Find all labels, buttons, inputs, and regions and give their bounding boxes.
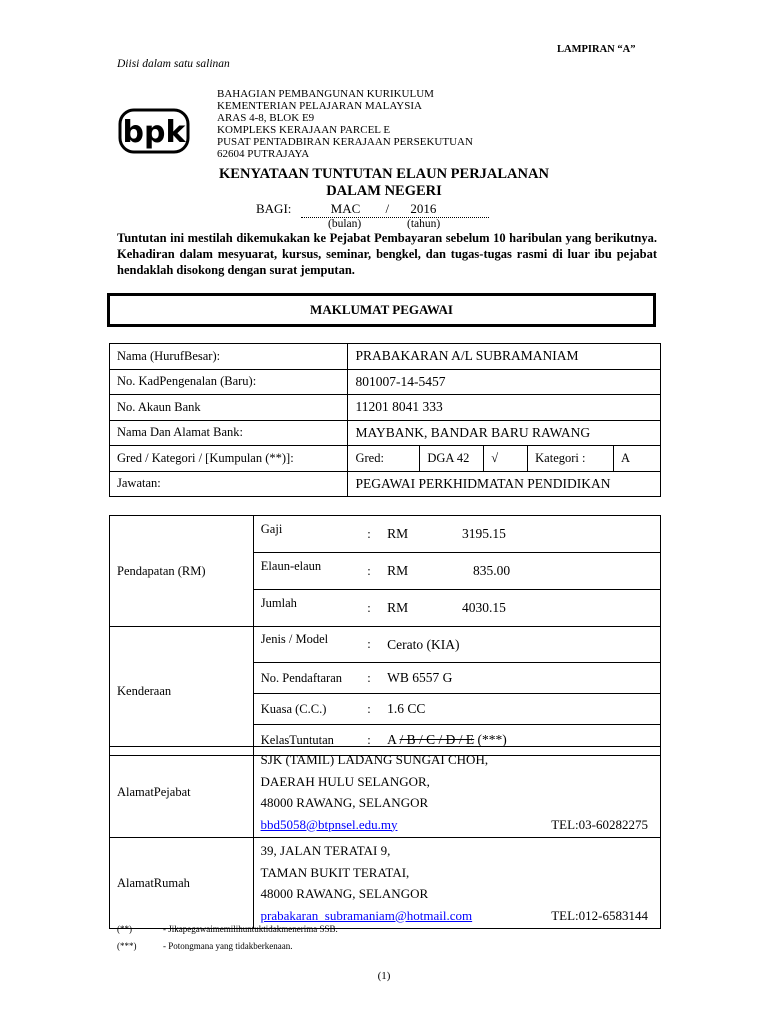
gred-check-mark: √: [484, 446, 528, 472]
claim-class-note: (***): [477, 732, 507, 747]
period-field: [256, 201, 489, 218]
colon: :: [360, 694, 380, 725]
period-separator: /: [385, 201, 390, 216]
address-line: 39, JALAN TERATAI 9,: [260, 843, 391, 858]
income-item-label: Jumlah: [253, 590, 360, 627]
currency: RM: [380, 590, 455, 627]
vehicle-item-label: Kuasa (C.C.): [253, 694, 360, 725]
org-line: ARAS 4-8, BLOK E9: [217, 112, 315, 125]
table-row: [110, 395, 661, 421]
currency: RM: [380, 553, 455, 590]
home-tel: TEL:012-6583144: [551, 907, 648, 923]
colon: :: [360, 663, 380, 694]
table-row: [110, 420, 661, 446]
vehicle-item-label: No. Pendaftaran: [253, 663, 360, 694]
office-email-link[interactable]: bbd5058@btpnsel.edu.my: [260, 816, 398, 832]
grade-label: Gred / Kategori / [Kumpulan (**)]:: [110, 446, 348, 472]
ic-label: No. KadPengenalan (Baru):: [110, 369, 348, 395]
account-label: No. Akaun Bank: [110, 395, 348, 421]
vehicle-label: Kenderaan: [110, 627, 254, 756]
org-line: 62604 PUTRAJAYA: [217, 148, 310, 161]
table-row: [110, 838, 661, 929]
income-item-label: Gaji: [253, 516, 360, 553]
org-line: KEMENTERIAN PELAJARAN MALAYSIA: [217, 100, 422, 113]
org-line: KOMPLEKS KERAJAAN PARCEL E: [217, 124, 391, 137]
address-line: 48000 RAWANG, SELANGOR: [260, 886, 429, 901]
copy-instruction: Diisi dalam satu salinan: [117, 58, 230, 70]
period-month: MAC: [330, 201, 361, 216]
gred-label: Gred:: [348, 446, 420, 472]
office-address-label: AlamatPejabat: [110, 747, 254, 838]
tahun-caption: (tahun): [407, 218, 441, 230]
account-value: 11201 8041 333: [348, 395, 661, 421]
income-amount: 835.00: [455, 553, 661, 590]
submission-notice: Tuntutan ini mestilah dikemukakan ke Pejabat Pembayaran sebelum 10 haribulan yang berikutnya. Kehadiran dalam mesyuarat, kursus, seminar, bengkel, dan tugas-tugas rasmi di luar ibu pejabat hendaklah disokong dengan surat jemputan.: [117, 231, 657, 277]
footnote-text: - Potongmana yang tidakberkenaan.: [163, 941, 293, 951]
vehicle-registration-value: WB 6557 G: [380, 663, 660, 694]
income-amount: 3195.15: [455, 516, 661, 553]
address-line: SJK (TAMIL) LADANG SUNGAI CHOH,: [260, 752, 489, 767]
colon: :: [360, 516, 380, 553]
table-row: [110, 344, 661, 370]
section-title: MAKLUMAT PEGAWAI: [107, 293, 656, 327]
income-item-label: Elaun-elaun: [253, 553, 360, 590]
bulan-caption: (bulan): [328, 218, 362, 230]
home-email-link[interactable]: prabakaran_subramaniam@hotmail.com: [260, 907, 473, 923]
jawatan-value: PEGAWAI PERKHIDMATAN PENDIDIKAN: [348, 471, 661, 497]
org-line: BAHAGIAN PEMBANGUNAN KURIKULUM: [217, 88, 434, 100]
org-address: [217, 88, 473, 161]
ic-value: 801007-14-5457: [348, 369, 661, 395]
currency: RM: [380, 516, 455, 553]
table-row: [110, 369, 661, 395]
address-line: 48000 RAWANG, SELANGOR: [260, 795, 429, 810]
vehicle-cc-value: 1.6 CC: [380, 694, 660, 725]
claim-class-struck: / B / C / D / E: [399, 732, 475, 747]
address-line: TAMAN BUKIT TERATAI,: [260, 864, 410, 880]
table-row: [110, 747, 661, 838]
name-value: PRABAKARAN A/L SUBRAMANIAM: [348, 344, 661, 370]
colon: :: [360, 553, 380, 590]
period-year: 2016: [410, 201, 437, 216]
jawatan-label: Jawatan:: [110, 471, 348, 497]
footnote-text: - Jikapegawaimemilihuntuktidakmenerima SSB.: [163, 924, 338, 934]
address-line: DAERAH HULU SELANGOR,: [260, 773, 430, 789]
bank-value: MAYBANK, BANDAR BARU RAWANG: [348, 420, 661, 446]
form-title-line1: KENYATAAN TUNTUTAN ELAUN PERJALANAN: [219, 166, 549, 182]
name-label: Nama (HurufBesar):: [110, 344, 348, 370]
kategori-value: A: [614, 446, 661, 472]
address-table: [109, 746, 661, 929]
colon: :: [360, 590, 380, 627]
vehicle-item-label: Jenis / Model: [253, 627, 360, 663]
lampiran-label: LAMPIRAN “A”: [557, 44, 636, 55]
income-amount: 4030.15: [455, 590, 661, 627]
bank-label: Nama Dan Alamat Bank:: [110, 420, 348, 446]
home-address-label: AlamatRumah: [110, 838, 254, 929]
office-tel: TEL:03-60282275: [551, 816, 648, 832]
table-row: [110, 516, 661, 553]
claim-class-selected: A: [387, 732, 397, 747]
period-value: [301, 201, 489, 218]
office-address-value: [253, 747, 660, 838]
org-line: PUSAT PENTADBIRAN KERAJAAN PERSEKUTUAN: [217, 136, 473, 149]
form-title-line2: DALAM NEGERI: [326, 183, 442, 199]
vehicle-model-value: Cerato (KIA): [380, 627, 660, 663]
footnote-mark: (***): [117, 941, 137, 951]
bagi-label: BAGI:: [256, 201, 292, 216]
claim-class-label: KelasTuntutan: [253, 725, 360, 756]
gred-value: DGA 42: [420, 446, 484, 472]
page-number: (1): [377, 970, 391, 982]
footnote-mark: (**): [117, 924, 132, 934]
kategori-label: Kategori :: [528, 446, 614, 472]
colon: :: [360, 725, 380, 756]
income-label: Pendapatan (RM): [110, 516, 254, 627]
table-row: [110, 446, 661, 472]
logo-text: bpk: [122, 115, 186, 150]
home-address-value: [253, 838, 660, 929]
officer-info-table: [109, 343, 661, 497]
income-vehicle-table: [109, 515, 661, 756]
colon: :: [360, 627, 380, 663]
bpk-logo: [118, 104, 190, 156]
table-row: [110, 471, 661, 497]
table-row: [110, 627, 661, 663]
